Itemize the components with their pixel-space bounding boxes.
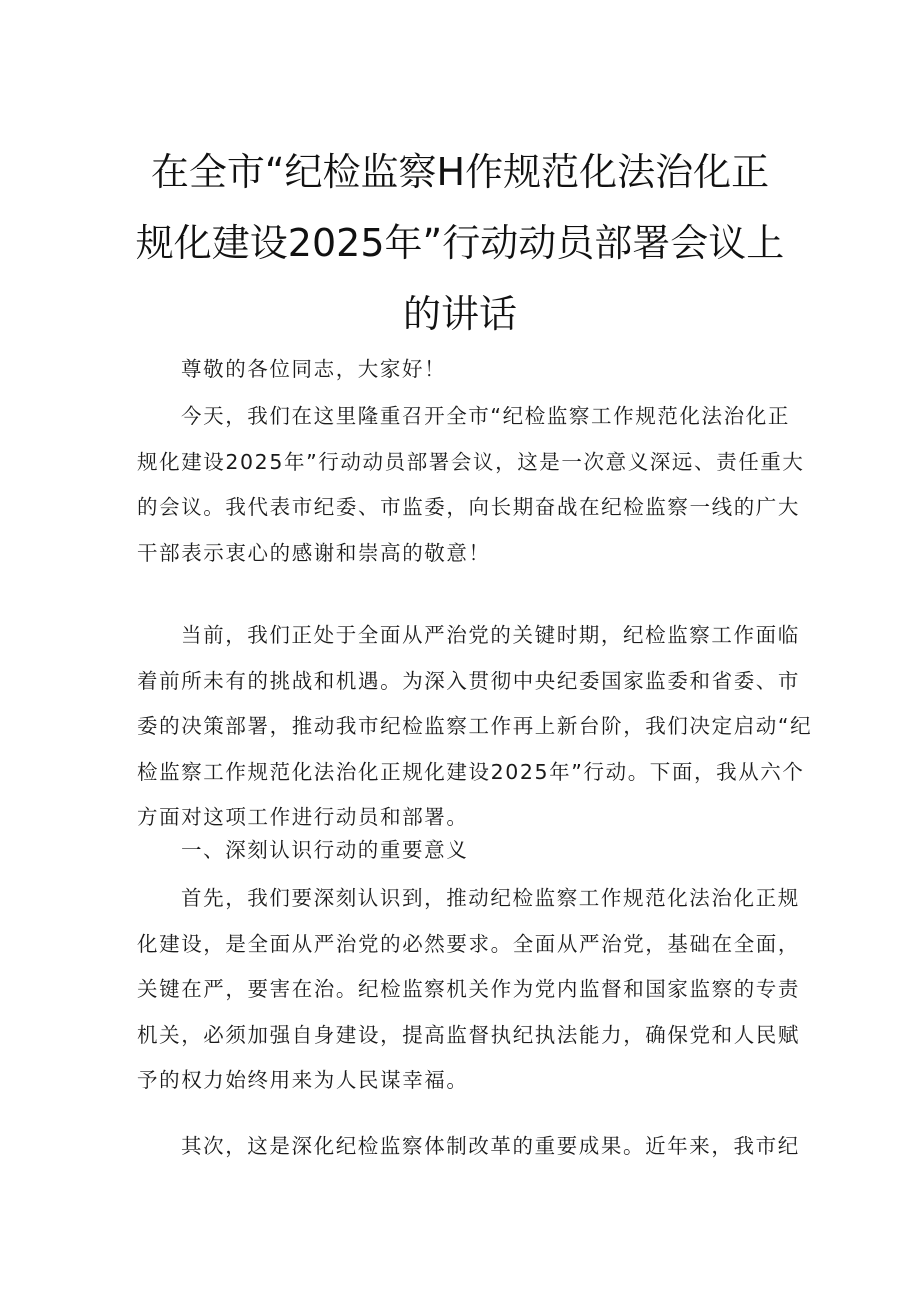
paragraph xyxy=(137,394,805,576)
greeting-block xyxy=(137,347,792,393)
section-heading-block xyxy=(137,828,792,874)
paragraph-line: 关键在严，要害在治。纪检监察机关作为党内监督和国家监察的专责 xyxy=(137,977,800,1001)
paragraph-line: 当前，我们正处于全面从严治党的关键时期，纪检监察工作面临 xyxy=(181,623,800,647)
paragraph-second-point xyxy=(137,1124,800,1170)
paragraph-line: 的会议。我代表市纪委、市监委，向长期奋战在纪检监察一线的广大 xyxy=(137,495,800,519)
section-heading-text: 一、深刻认识行动的重要意义 xyxy=(181,838,469,862)
greeting xyxy=(137,347,792,393)
title-line: 规化建设2025年”行动动员部署会议上 xyxy=(135,221,785,265)
title-line: 在全市“纪检监察H作规范化法治化正 xyxy=(150,150,770,194)
paragraph xyxy=(137,613,813,841)
paragraph-line: 着前所未有的挑战和机遇。为深入贯彻中央纪委国家监委和省委、市 xyxy=(137,668,800,693)
paragraph-line: 机关，必须加强自身建设，提高监督执纪执法能力，确保党和人民赋 xyxy=(137,1022,800,1047)
paragraph-line: 予的权力始终用来为人民谋幸福。 xyxy=(137,1068,469,1092)
paragraph xyxy=(137,1124,800,1170)
section-heading xyxy=(137,828,792,874)
paragraph-line: 其次，这是深化纪检监察体制改革的重要成果。近年来，我市纪 xyxy=(181,1134,800,1158)
paragraph-line: 方面对这项工作进行动员和部署。 xyxy=(137,805,469,829)
paragraph-line: 化建设，是全面从严治党的必然要求。全面从严治党，基础在全面， xyxy=(137,931,800,956)
paragraph-line: 检监察工作规范化法治化正规化建设2025年”行动。下面，我从六个 xyxy=(137,759,805,784)
paragraph-context xyxy=(137,613,813,841)
paragraph-opening xyxy=(137,394,805,576)
title-line: 的讲话 xyxy=(402,292,517,336)
paragraph-line: 规化建设2025年”行动动员部署会议，这是一次意义深远、责任重大 xyxy=(137,449,805,474)
paragraph-line: 尊敬的各位同志，大家好！ xyxy=(181,357,447,381)
document-title xyxy=(130,137,790,350)
paragraph-first-point xyxy=(137,876,800,1104)
paragraph-line: 今天，我们在这里隆重召开全市“纪检监察工作规范化法治化正 xyxy=(181,404,790,428)
paragraph-line: 首先，我们要深刻认识到，推动纪检监察工作规范化法治化正规 xyxy=(181,886,800,910)
paragraph-line: 委的决策部署，推动我市纪检监察工作再上新台阶，我们决定启动“纪 xyxy=(137,714,813,738)
paragraph xyxy=(137,876,800,1104)
paragraph-line: 干部表示衷心的感谢和崇高的敬意！ xyxy=(137,540,491,565)
